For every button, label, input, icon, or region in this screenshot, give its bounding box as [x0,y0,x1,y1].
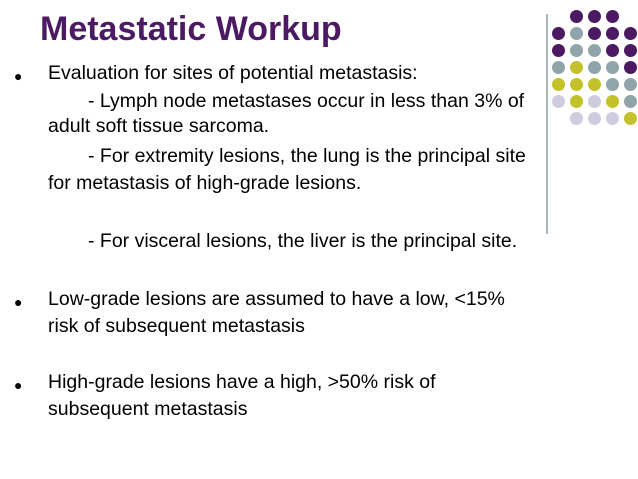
decor-dot [624,44,637,57]
bullet-2-line2: risk of subsequent metastasis [48,315,305,337]
divider-line [546,14,548,234]
sub-item-2-line2: for metastasis of high-grade lesions. [48,172,362,194]
bullet-icon: ● [14,294,23,310]
decor-dot [552,44,565,57]
decor-dot [588,10,601,23]
bullet-3-line1: High-grade lesions have a high, >50% risk of [48,371,436,393]
decor-dot [570,44,583,57]
decor-dot [624,27,637,40]
bullet-3-line2: subsequent metastasis [48,398,248,420]
sub-item-1-line2: adult soft tissue sarcoma. [48,115,270,137]
decor-dot [624,112,637,125]
decor-dot [606,10,619,23]
sub-item-3-line1: - For visceral lesions, the liver is the principal site. [88,230,518,252]
decor-dot [606,95,619,108]
decor-dot [570,112,583,125]
slide-title: Metastatic Workup [40,10,342,48]
decor-dot [588,27,601,40]
decor-dot [570,95,583,108]
decor-dot [588,112,601,125]
decor-dot [570,10,583,23]
decor-dot [588,95,601,108]
decor-dot [588,44,601,57]
bullet-icon: ● [14,68,23,84]
decor-dot [552,27,565,40]
bullet-2-line1: Low-grade lesions are assumed to have a low, <15% [48,288,505,310]
bullet-1-text: Evaluation for sites of potential metastasis: [48,62,418,84]
decor-dot [606,112,619,125]
decor-dot [624,95,637,108]
bullet-icon: ● [14,377,23,393]
decor-dot [570,27,583,40]
decor-dot [606,44,619,57]
decor-dot [552,95,565,108]
sub-item-1-line1: - Lymph node metastases occur in less than 3% of [88,90,525,112]
decor-dot [606,27,619,40]
sub-item-2-line1: - For extremity lesions, the lung is the principal site [88,145,526,167]
